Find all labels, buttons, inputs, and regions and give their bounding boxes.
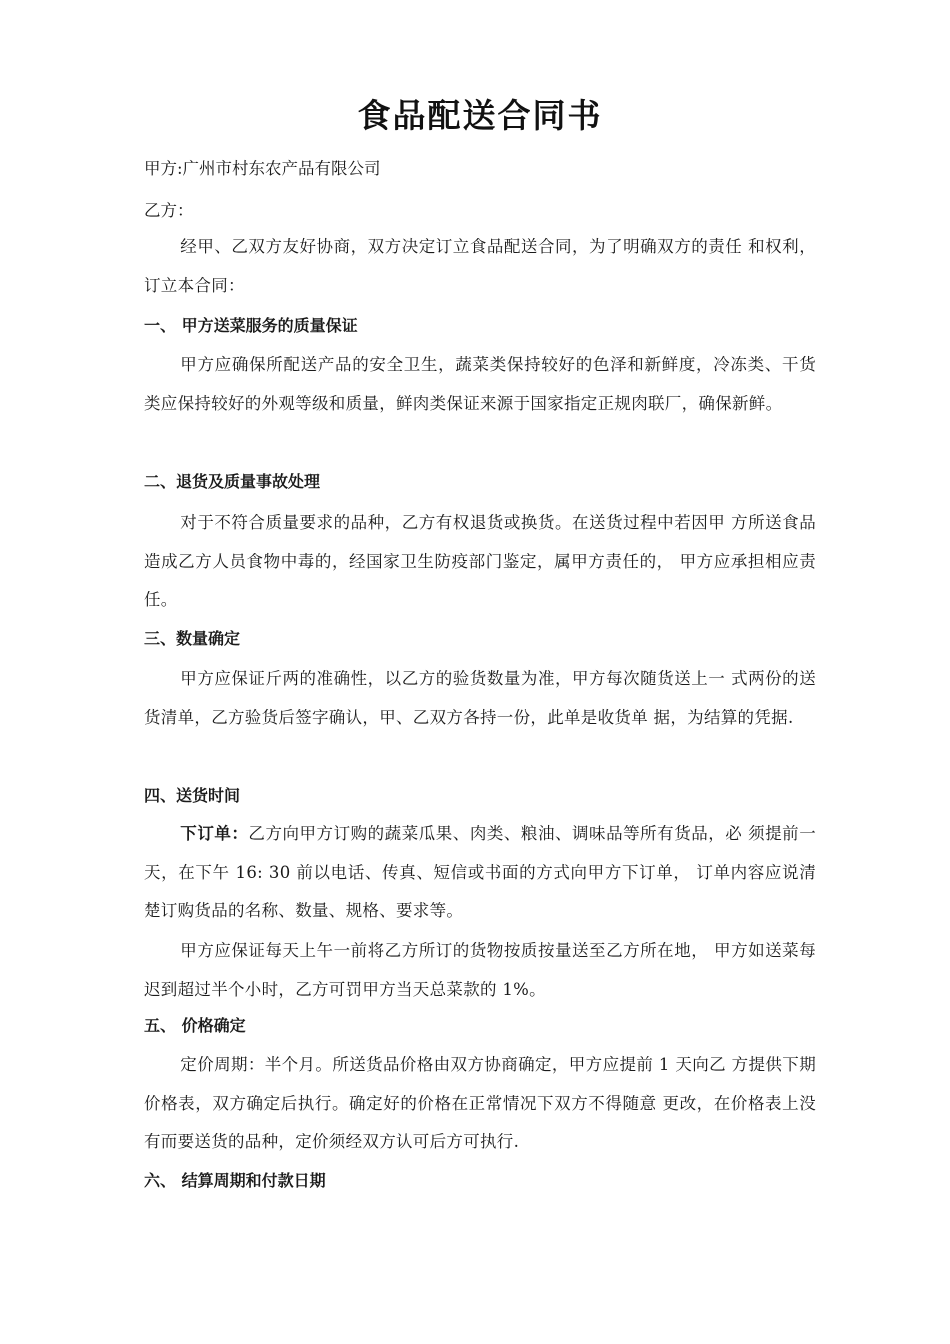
order-label: 下订单： — [180, 824, 249, 843]
section-2-body: 对于不符合质量要求的品种，乙方有权退货或换货。在送货过程中若因甲 方所送食品造成乙方人员食物中毒的，经国家卫生防疫部门鉴定，属甲方责任的， 甲方应承担相应责任。 — [144, 513, 816, 609]
section-2-heading: 二、退货及质量事故处理 — [144, 472, 321, 491]
section-3-body: 甲方应保证斤两的准确性，以乙方的验货数量为准，甲方每次随货送上一 式两份的送货清单，乙方验货后签字确认，甲、乙双方各持一份，此单是收货单 据，为结算的凭据. — [144, 669, 816, 727]
party-a: 甲方:广州市村东农产品有限公司 — [144, 159, 381, 178]
section-5-heading: 五、 价格确定 — [144, 1016, 246, 1035]
intro-paragraph: 经甲、乙双方友好协商，双方决定订立食品配送合同，为了明确双方的责任 和权利，订立本合同： — [144, 237, 816, 295]
section-6-heading: 六、 结算周期和付款日期 — [144, 1171, 326, 1190]
section-4-order-paragraph — [144, 815, 816, 931]
order-body: 乙方向甲方订购的蔬菜瓜果、肉类、粮油、调味品等所有货品，必 须提前一天，在下午 16: 30 前以电话、传真、短信或书面的方式向甲方下订单， 订单内容应说清楚订购货品的名称、数量、规格、要求等。 — [144, 824, 816, 920]
document-title: 食品配送合同书 — [357, 96, 603, 135]
section-3-heading: 三、数量确定 — [144, 629, 241, 648]
party-b: 乙方： — [144, 201, 194, 220]
section-4-body-2: 甲方应保证每天上午一前将乙方所订的货物按质按量送至乙方所在地， 甲方如送菜每迟到超过半个小时，乙方可罚甲方当天总菜款的 1%。 — [144, 941, 816, 999]
section-5-body: 定价周期：半个月。所送货品价格由双方协商确定，甲方应提前 1 天向乙 方提供下期价格表，双方确定后执行。确定好的价格在正常情况下双方不得随意 更改，在价格表上没有而要送货的品种，定价须经双方认可后方可执行. — [144, 1055, 816, 1151]
section-1-heading: 一、 甲方送菜服务的质量保证 — [144, 316, 358, 335]
section-4-heading: 四、送货时间 — [144, 786, 241, 805]
section-1-body: 甲方应确保所配送产品的安全卫生，蔬菜类保持较好的色泽和新鲜度，冷冻类、干货类应保持较好的外观等级和质量，鲜肉类保证来源于国家指定正规肉联厂，确保新鲜。 — [144, 355, 816, 413]
